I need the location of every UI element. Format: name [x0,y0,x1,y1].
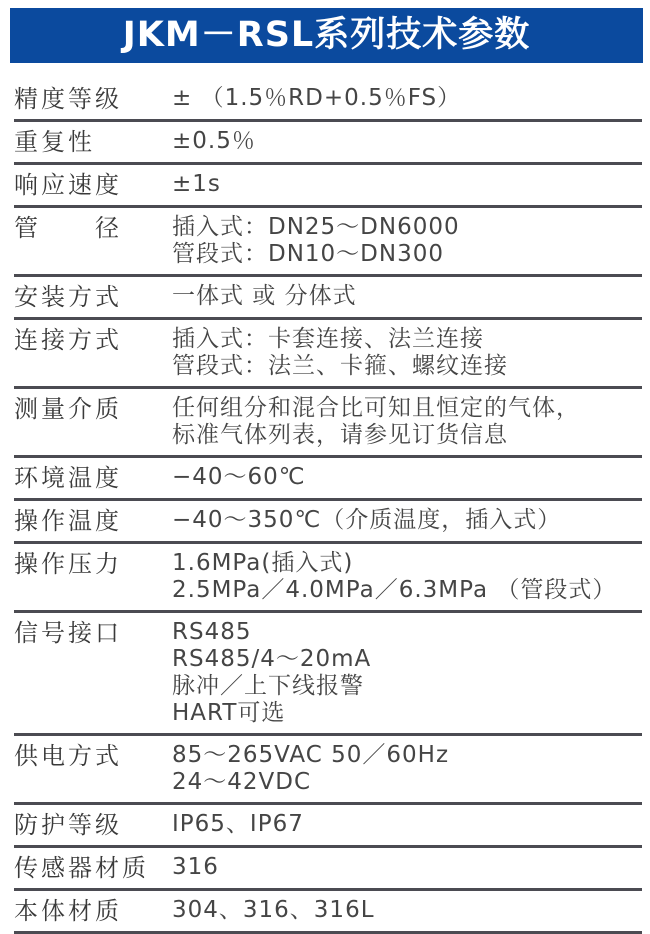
spec-label: 传感器材质 [14,854,149,882]
spec-value-line: 插入式：卡套连接、法兰连接 [172,326,484,352]
spec-value [172,507,642,534]
spec-label: 响应速度 [14,171,122,199]
spec-row [14,277,642,320]
spec-value-line: 脉冲／上下线报警 [172,673,364,699]
spec-label: 操作压力 [14,550,122,578]
spec-value-line: 2.5MPa／4.0MPa／6.3MPa （管段式） [172,577,617,603]
spec-value-line: 316 [172,854,219,880]
spec-value [172,464,642,491]
spec-value [172,742,642,796]
spec-label: 供电方式 [14,742,122,770]
spec-label: 安装方式 [14,283,122,311]
spec-label: 操作温度 [14,507,122,535]
spec-label: 防护等级 [14,811,122,839]
spec-row [14,848,642,891]
spec-row [14,736,642,805]
spec-label: 重复性 [14,128,95,156]
spec-label: 管 径 [14,214,122,242]
spec-value-line: 一体式 或 分体式 [172,283,357,309]
spec-row [14,389,642,458]
spec-value-line: ±1s [172,171,221,197]
spec-value-line: 管段式：DN10～DN300 [172,241,444,267]
spec-label: 本体材质 [14,897,122,925]
spec-label: 信号接口 [14,619,122,647]
spec-value [172,619,642,727]
spec-label: 环境温度 [14,464,122,492]
spec-value-line: RS485 [172,619,252,645]
spec-value [172,214,642,268]
spec-value-line: −40～350℃（介质温度，插入式） [172,507,562,533]
spec-row [14,208,642,277]
spec-row [14,458,642,501]
spec-value-line: RS485/4～20mA [172,646,372,672]
spec-row [14,544,642,613]
spec-value [172,897,642,924]
spec-value-line: 管段式：法兰、卡箍、螺纹连接 [172,353,508,379]
spec-label: 测量介质 [14,395,122,423]
spec-row [14,122,642,165]
spec-value-line: 插入式：DN25～DN6000 [172,214,460,240]
spec-value [172,128,642,155]
spec-row [14,165,642,208]
spec-row [14,805,642,848]
spec-value [172,326,642,380]
spec-value-line: ± （1.5％RD+0.5％FS） [172,85,462,111]
spec-value [172,395,642,449]
spec-row [14,79,642,122]
spec-value-line: 85～265VAC 50／60Hz [172,742,450,768]
spec-value-line: 24～42VDC [172,769,312,795]
spec-value [172,550,642,604]
spec-value-line: 标准气体列表，请参见订货信息 [172,422,508,448]
spec-row [14,320,642,389]
spec-row [14,613,642,736]
spec-value [172,283,642,310]
page-title: JKM－RSL系列技术参数 [10,8,643,63]
spec-value [172,854,642,881]
spec-value [172,811,642,838]
spec-label: 连接方式 [14,326,122,354]
spec-value-line: 1.6MPa(插入式) [172,550,354,576]
spec-value [172,171,642,198]
spec-row [14,501,642,544]
spec-value-line: IP65、IP67 [172,811,304,837]
spec-value-line: HART可选 [172,700,286,726]
spec-value-line: 304、316、316L [172,897,375,923]
spec-value-line: −40～60℃ [172,464,306,490]
spec-label: 精度等级 [14,85,122,113]
spec-value [172,85,642,112]
spec-value-line: ±0.5％ [172,128,256,154]
spec-value-line: 任何组分和混合比可知且恒定的气体， [172,395,580,421]
spec-table [14,79,642,934]
